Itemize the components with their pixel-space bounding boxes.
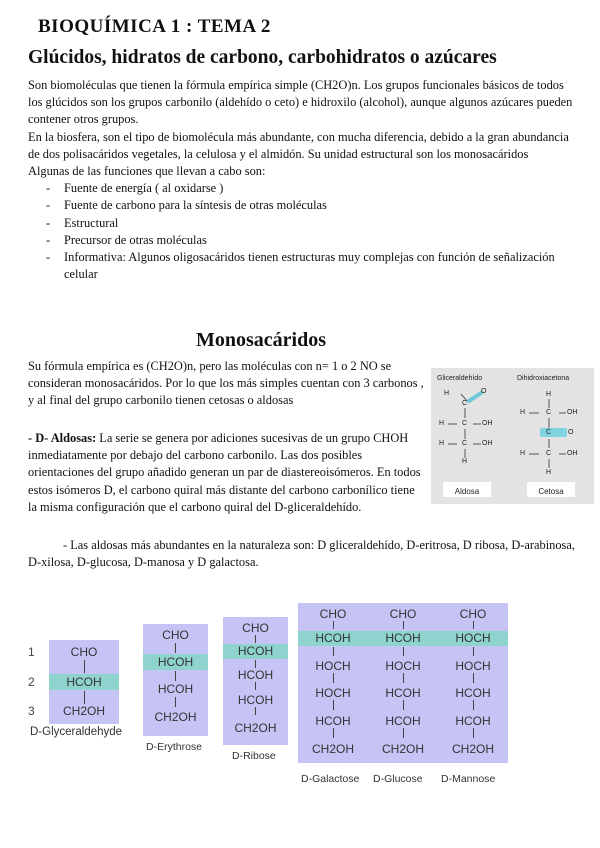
list-item: - Fuente de energía ( al oxidarse ) [28, 180, 576, 197]
atom-oh: OH [482, 440, 493, 447]
atom-h: H [444, 390, 450, 397]
atom-h: H [546, 469, 552, 476]
label-aldosa-box [443, 482, 491, 497]
atom-c: C [546, 409, 552, 416]
fischer-row-highlight: HCOH [49, 674, 119, 690]
paragraph-biosfera: En la biosfera, son el tipo de biomolécula más abundante, con mucha diferencia, debido a la gran abundancia de dos polisacáridos vegetales, la celulosa y el almidón. Su unidad estructural son los monosacáridos [28, 129, 569, 161]
fischer-row: CH2OH [381, 742, 424, 756]
fischer-row-highlight: HCOH [223, 644, 288, 659]
paragraph-aldosas [28, 430, 423, 516]
figure-title-dihidroxiacetona: Dihidroxiacetona [517, 375, 570, 382]
galactose-structure [298, 603, 368, 763]
fischer-row: CH2OH [234, 721, 277, 735]
erythrose-panel [143, 624, 208, 736]
atom-c: C [462, 440, 468, 447]
fischer-row: HOCH [455, 659, 491, 673]
section1-body [28, 77, 576, 283]
functions-list [28, 180, 576, 283]
list-item: - Informativa: Algunos oligosacáridos tienen estructuras muy complejas con función de señalización celular [28, 249, 576, 283]
aldosas-text: La serie se genera por adiciones sucesivas de un grupo CHOH inmediatamente por debajo del carbono carbonilo. Las dos posibles orientaciones del grupo añadido generan un par de diastereoisómeros. En todos estos isómeros D, el carbono quiral más distante del carbono carbonílico tiene la misma configuración que el carbono quiral del D-gliceraldehído. [28, 431, 421, 514]
fischer-row: CHO [389, 607, 417, 621]
sugar-name-glyceraldehyde: D-Glyceraldehyde [30, 726, 123, 738]
carbon-number: 2 [28, 675, 35, 689]
atom-c: C [462, 400, 468, 407]
fischer-row: HCOH [455, 714, 491, 728]
label-cetosa-box [527, 482, 575, 497]
fischer-row: HCOH [315, 714, 351, 728]
label-aldosa: Aldosa [454, 487, 480, 496]
fischer-row: CHO [70, 645, 98, 659]
fischer-row: HCOH [455, 686, 491, 700]
atom-h: H [520, 409, 526, 416]
atom-c: C [546, 429, 552, 436]
carbon-number: 3 [28, 704, 35, 718]
atom-h: H [439, 420, 445, 427]
fischer-row: CH2OH [451, 742, 494, 756]
section-heading-glucidos: Glúcidos, hidratos de carbono, carbohidratos o azúcares [28, 47, 497, 68]
fischer-row: CHO [319, 607, 347, 621]
paragraph-funciones-intro: Algunas de las funciones que llevan a cabo son: [28, 164, 266, 179]
list-item: - Precursor de otras moléculas [28, 232, 576, 249]
fischer-row-highlight: HCOH [298, 631, 368, 646]
carbon-number: 1 [28, 645, 35, 659]
hexoses-panel [298, 603, 508, 763]
sugar-name-erythrose: D-Erythrose [146, 741, 203, 753]
atom-oh: OH [567, 409, 578, 416]
triose-figure [431, 368, 594, 504]
sugar-name-ribose: D-Ribose [232, 750, 276, 762]
fischer-row: CHO [242, 621, 269, 635]
atom-c: C [462, 420, 468, 427]
atom-oh: OH [482, 420, 493, 427]
atom-o: O [568, 429, 574, 436]
paragraph-formula: Su fórmula empírica es (CH2O)n, pero las moléculas con n= 1 o 2 NO se consideran monosacáridos. Por lo que los más simples cuentan con 3 carbonos , y al final del grupo carbonilo tienen cetosas o aldosas [28, 359, 424, 408]
fischer-row: HCOH [385, 714, 421, 728]
mannose-structure [438, 603, 508, 763]
sugar-name-galactose: D-Galactose [301, 773, 360, 785]
sugar-name-glucose: D-Glucose [373, 773, 423, 785]
fischer-row: HOCH [315, 686, 351, 700]
paragraph-aldosas-abundantes: - Las aldosas más abundantes en la naturaleza son: D gliceraldehído, D-eritrosa, D ribosa, D-arabinosa, D-xilosa, D-glucosa, D-manosa y D galactosa. [28, 538, 575, 570]
fischer-row: CHO [162, 628, 189, 642]
figure-title-gliceraldehido: Gliceraldehído [437, 375, 483, 382]
atom-oh: OH [567, 450, 578, 457]
label-cetosa: Cetosa [538, 487, 564, 496]
atom-o: O [481, 388, 487, 395]
atom-h: H [520, 450, 526, 457]
fischer-row: HOCH [385, 659, 421, 673]
paragraph-intro: Son biomoléculas que tienen la fórmula empírica simple (CH2O)n. Los grupos funcionales básicos de todos los glúcidos son los grupos carbonilo (aldehído o ceto) e hidroxilo (alcohol), aunque algunos azúcares pueden contener otros grupos. [28, 78, 573, 127]
section-heading-monosacaridos: Monosacáridos [196, 329, 326, 351]
fischer-row: HCOH [237, 668, 274, 682]
fischer-row: HCOH [157, 682, 194, 696]
glucose-structure [368, 603, 438, 763]
fischer-row-highlight: HOCH [438, 631, 508, 646]
fischer-row: HCOH [385, 686, 421, 700]
ribose-panel [223, 617, 288, 745]
fischer-row: CH2OH [154, 710, 197, 724]
atom-h: H [439, 440, 445, 447]
fischer-row: CHO [459, 607, 487, 621]
fischer-row: CH2OH [62, 704, 105, 718]
list-item: - Fuente de carbono para la síntesis de otras moléculas [28, 197, 576, 214]
atom-h: H [462, 458, 468, 465]
aldosas-label: - D- Aldosas: [28, 431, 97, 445]
atom-h: H [546, 391, 552, 398]
sugar-name-mannose: D-Mannose [441, 773, 496, 785]
list-item: - Estructural [28, 215, 576, 232]
fischer-row-highlight: HCOH [143, 654, 208, 670]
page-title: BIOQUÍMICA 1 : TEMA 2 [38, 16, 271, 37]
fischer-row: HOCH [315, 659, 351, 673]
glyceraldehyde-panel [49, 640, 119, 724]
fischer-row: CH2OH [311, 742, 354, 756]
fischer-row: HCOH [237, 693, 274, 707]
atom-c: C [546, 450, 552, 457]
fischer-row-highlight: HCOH [368, 631, 438, 646]
